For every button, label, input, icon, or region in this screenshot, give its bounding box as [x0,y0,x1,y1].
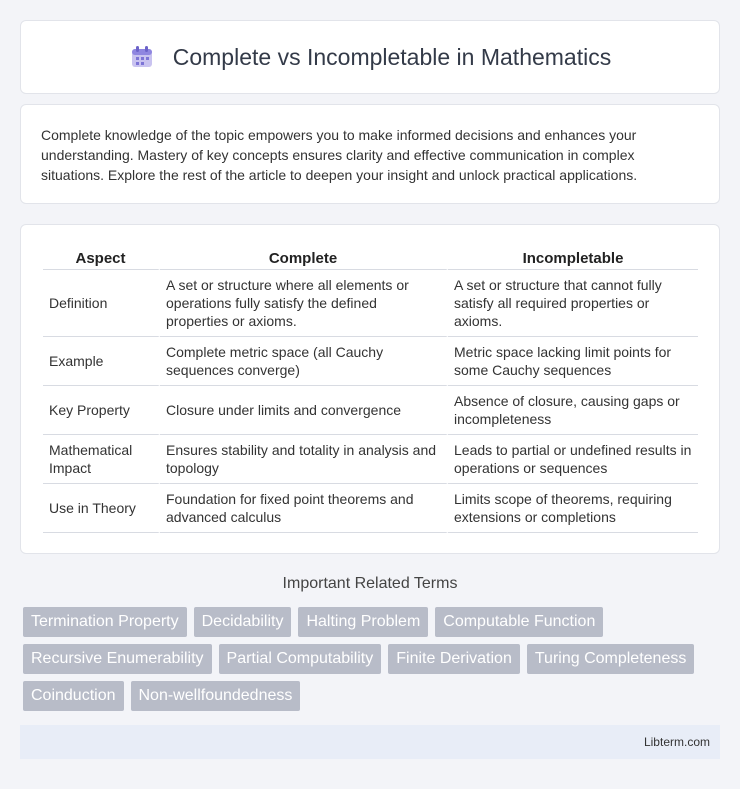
table-cell-incompletable: Leads to partial or undefined results in operations or sequences [448,435,698,484]
table-row [43,484,698,533]
related-term-tag[interactable]: Finite Derivation [388,644,520,674]
table-row [43,386,698,435]
related-term-tag[interactable]: Partial Computability [219,644,382,674]
table-cell-aspect: Example [43,337,160,386]
related-term-tag[interactable]: Turing Completeness [527,644,694,674]
title-wrap [129,44,611,71]
related-terms-title: Important Related Terms [282,575,458,592]
related-term-tag[interactable]: Recursive Enumerability [23,644,212,674]
table-cell-complete: A set or structure where all elements or operations fully satisfy the defined properties or axioms. [160,270,448,337]
table-row [43,270,698,337]
table-cell-incompletable: A set or structure that cannot fully satisfy all required properties or axioms. [448,270,698,337]
related-term-tag[interactable]: Computable Function [435,607,603,637]
comparison-table-card [20,224,720,554]
page-title: Complete vs Incompletable in Mathematics [172,43,612,70]
intro-card [20,104,720,204]
footer-site-link[interactable]: Libterm.com [643,735,710,749]
table-header-row [43,245,698,270]
table-row [43,435,698,484]
intro-text: Complete knowledge of the topic empowers you to make informed decisions and enhances your understanding. Mastery of key concepts ensures clarity and effective communication in complex situations. Explore the rest of the article to deepen your insight and unlock practical applications. [41,127,638,183]
table-cell-aspect: Definition [43,270,160,337]
related-terms-list [23,607,723,711]
table-cell-incompletable: Limits scope of theorems, requiring extensions or completions [448,484,698,533]
column-header-aspect: Aspect [43,245,160,270]
related-term-tag[interactable]: Decidability [194,607,292,637]
related-term-tag[interactable]: Non-wellfoundedness [131,681,301,711]
table-row [43,337,698,386]
related-term-tag[interactable]: Halting Problem [298,607,428,637]
column-header-incompletable: Incompletable [448,245,698,270]
comparison-table [43,245,698,533]
table-cell-complete: Ensures stability and totality in analysis and topology [160,435,448,484]
table-cell-aspect: Key Property [43,386,160,435]
table-cell-incompletable: Metric space lacking limit points for some Cauchy sequences [448,337,698,386]
related-term-tag[interactable]: Coinduction [23,681,124,711]
table-cell-aspect: Mathematical Impact [43,435,160,484]
table-cell-complete: Complete metric space (all Cauchy sequences converge) [160,337,448,386]
table-cell-complete: Closure under limits and convergence [160,386,448,435]
table-cell-complete: Foundation for fixed point theorems and advanced calculus [160,484,448,533]
column-header-complete: Complete [160,245,448,270]
header-card [20,20,720,94]
table-cell-incompletable: Absence of closure, causing gaps or incompleteness [448,386,698,435]
related-term-tag[interactable]: Termination Property [23,607,187,637]
table-cell-aspect: Use in Theory [43,484,160,533]
footer [20,725,720,759]
calendar-icon [129,44,155,70]
